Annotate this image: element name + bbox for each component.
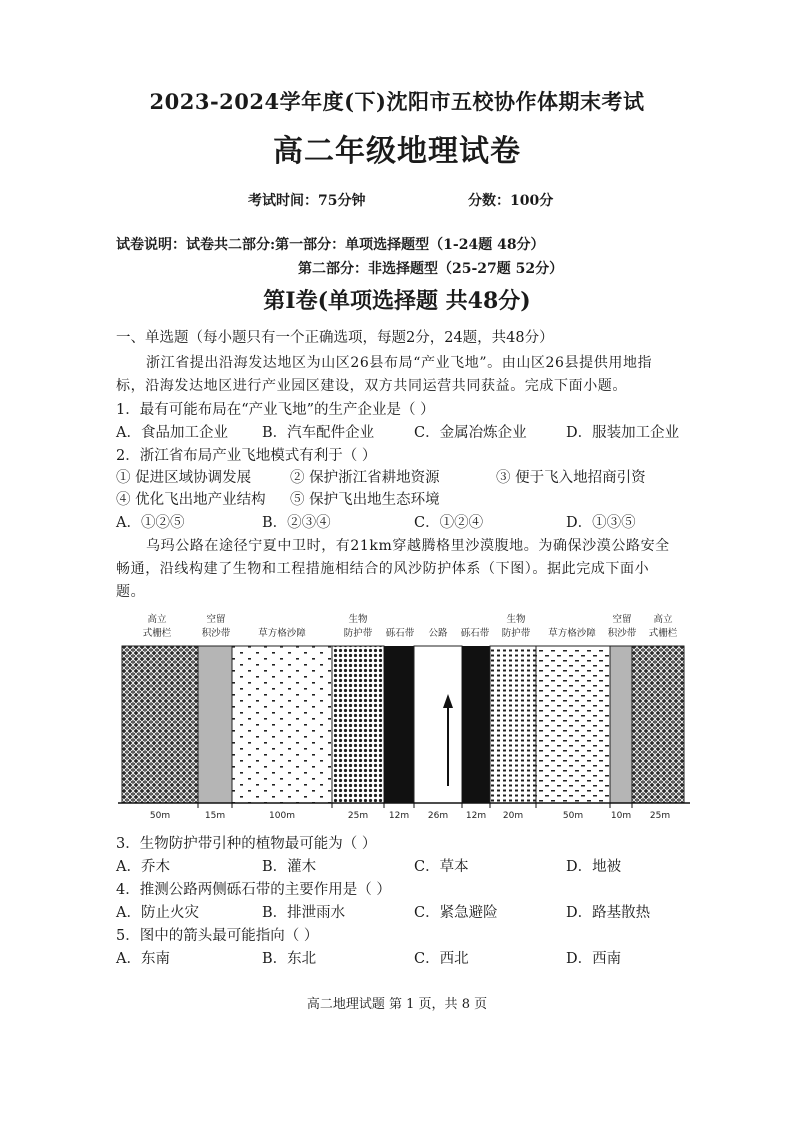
paper-note-line1: 试卷说明：试卷共二部分:第一部分：单项选择题型（1-24题 48分） xyxy=(116,237,545,253)
question-3-option-d: D．地被 xyxy=(566,859,622,875)
sand-protection-diagram xyxy=(118,608,690,823)
label-grass-left: 草方格沙障 xyxy=(258,628,306,639)
exam-title: 2023-2024学年度(下)沈阳市五校协作体期末考试 xyxy=(149,89,645,114)
band-gravel-right xyxy=(462,646,490,803)
label-sandbelt-left-1: 空留 xyxy=(206,614,226,625)
question-2-statement-4: ④ 优化飞出地产业结构 xyxy=(116,492,266,508)
passage-2-line1: 乌玛公路在途径宁夏中卫时，有21km穿越腾格里沙漠腹地。为确保沙漠公路安全 xyxy=(146,538,670,554)
label-sandbelt-left-2: 积沙带 xyxy=(201,628,231,639)
question-1-option-d: D．服装加工企业 xyxy=(566,425,680,441)
question-1-stem: 1．最有可能布局在“产业飞地”的生产企业是（ ） xyxy=(116,402,435,418)
width-labels xyxy=(150,811,670,821)
diagram-labels xyxy=(143,613,678,639)
question-2-option-c: C．①②④ xyxy=(414,515,484,531)
question-1-option-a: A．食品加工企业 xyxy=(116,425,228,441)
width-fence-left: 50m xyxy=(149,811,171,821)
question-3-option-c: C．草本 xyxy=(414,859,469,875)
section-instruction: 一、单选题（每小题只有一个正确选项，每题2分，24题，共48分） xyxy=(116,330,554,346)
width-ticks xyxy=(198,803,632,808)
exam-time: 考试时间：75分钟 xyxy=(248,193,366,209)
question-2-option-a: A．①②⑤ xyxy=(116,515,185,531)
question-3-option-a: A．乔木 xyxy=(116,859,170,875)
passage-2-line3: 题。 xyxy=(116,584,146,600)
protection-belt-cross-section xyxy=(118,608,690,823)
label-bio-right-1: 生物 xyxy=(506,614,526,625)
band-road xyxy=(414,646,462,803)
label-fence-left-1: 高立 xyxy=(147,614,167,625)
question-2-statement-2: ② 保护浙江省耕地资源 xyxy=(290,470,440,486)
label-gravel-left: 砾石带 xyxy=(385,628,415,639)
label-grass-right: 草方格沙障 xyxy=(548,628,596,639)
width-gravel-right: 12m xyxy=(465,811,487,821)
passage-1-line1: 浙江省提出沿海发达地区为山区26县布局“产业飞地”。由山区26县提供用地指 xyxy=(146,355,653,371)
question-4-stem: 4．推测公路两侧砾石带的主要作用是（ ） xyxy=(116,882,391,898)
band-sandbelt-right xyxy=(610,646,632,803)
question-2-statement-3: ③ 便于飞入地招商引资 xyxy=(496,470,646,486)
question-5-stem: 5．图中的箭头最可能指向（ ） xyxy=(116,928,319,944)
exam-score: 分数：100分 xyxy=(468,193,554,209)
band-bio-left xyxy=(332,646,384,803)
paper-note-line2: 第二部分：非选择题型（25-27题 52分） xyxy=(298,261,564,277)
label-sandbelt-right-1: 空留 xyxy=(612,614,632,625)
question-4-option-b: B．排泄雨水 xyxy=(262,905,346,921)
question-5-option-d: D．西南 xyxy=(566,951,622,967)
question-2-option-b: B．②③④ xyxy=(262,515,331,531)
width-sandbelt-left: 15m xyxy=(204,811,226,821)
diagram-bands xyxy=(122,646,684,803)
question-3-stem: 3．生物防护带引种的植物最可能为（ ） xyxy=(116,836,377,852)
label-fence-left-2: 式栅栏 xyxy=(142,628,172,639)
paper-title: 高二年级地理试卷 xyxy=(273,134,521,169)
label-road: 公路 xyxy=(428,628,448,639)
band-bio-right xyxy=(490,646,536,803)
label-bio-right-2: 防护带 xyxy=(501,628,531,639)
page-footer: 高二地理试题 第 1 页，共 8 页 xyxy=(306,997,488,1012)
band-fence-left xyxy=(122,646,198,803)
width-fence-right: 25m xyxy=(649,811,671,821)
width-road: 26m xyxy=(427,811,449,821)
section-title: 第Ⅰ卷(单项选择题 共48分) xyxy=(263,288,531,314)
band-grass-left xyxy=(232,646,332,803)
width-gravel-left: 12m xyxy=(388,811,410,821)
question-2-statement-1: ① 促进区域协调发展 xyxy=(116,470,252,486)
width-bio-right: 20m xyxy=(502,811,524,821)
band-fence-right xyxy=(632,646,684,803)
label-bio-left-1: 生物 xyxy=(348,614,368,625)
question-2-option-d: D．①③⑤ xyxy=(566,515,636,531)
width-grass-right: 50m xyxy=(562,811,584,821)
label-sandbelt-right-2: 积沙带 xyxy=(607,628,637,639)
question-5-option-b: B．东北 xyxy=(262,951,317,967)
band-grass-right xyxy=(536,646,610,803)
width-grass-left: 100m xyxy=(269,811,295,821)
question-5-option-a: A．东南 xyxy=(116,951,170,967)
band-sandbelt-left xyxy=(198,646,232,803)
label-gravel-right: 砾石带 xyxy=(460,628,490,639)
question-1-option-c: C．金属冶炼企业 xyxy=(414,425,527,441)
question-4-option-a: A．防止火灾 xyxy=(116,905,199,921)
label-fence-right-2: 式栅栏 xyxy=(648,628,678,639)
label-fence-right-1: 高立 xyxy=(653,614,673,625)
passage-2-line2: 畅通，沿线构建了生物和工程措施相结合的风沙防护体系（下图）。据此完成下面小 xyxy=(116,561,650,577)
question-4-option-c: C．紧急避险 xyxy=(414,905,498,921)
label-bio-left-2: 防护带 xyxy=(343,628,373,639)
question-2-stem: 2．浙江省布局产业飞地模式有利于（ ） xyxy=(116,448,377,464)
width-bio-left: 25m xyxy=(347,811,369,821)
question-5-option-c: C．西北 xyxy=(414,951,469,967)
band-gravel-left xyxy=(384,646,414,803)
question-4-option-d: D．路基散热 xyxy=(566,905,651,921)
question-2-statement-5: ⑤ 保护飞出地生态环境 xyxy=(290,492,440,508)
passage-1-line2: 标，沿海发达地区进行产业园区建设，双方共同运营共同获益。完成下面小题。 xyxy=(116,378,627,394)
width-sandbelt-right: 10m xyxy=(610,811,632,821)
question-3-option-b: B．灌木 xyxy=(262,859,317,875)
question-1-option-b: B．汽车配件企业 xyxy=(262,425,375,441)
